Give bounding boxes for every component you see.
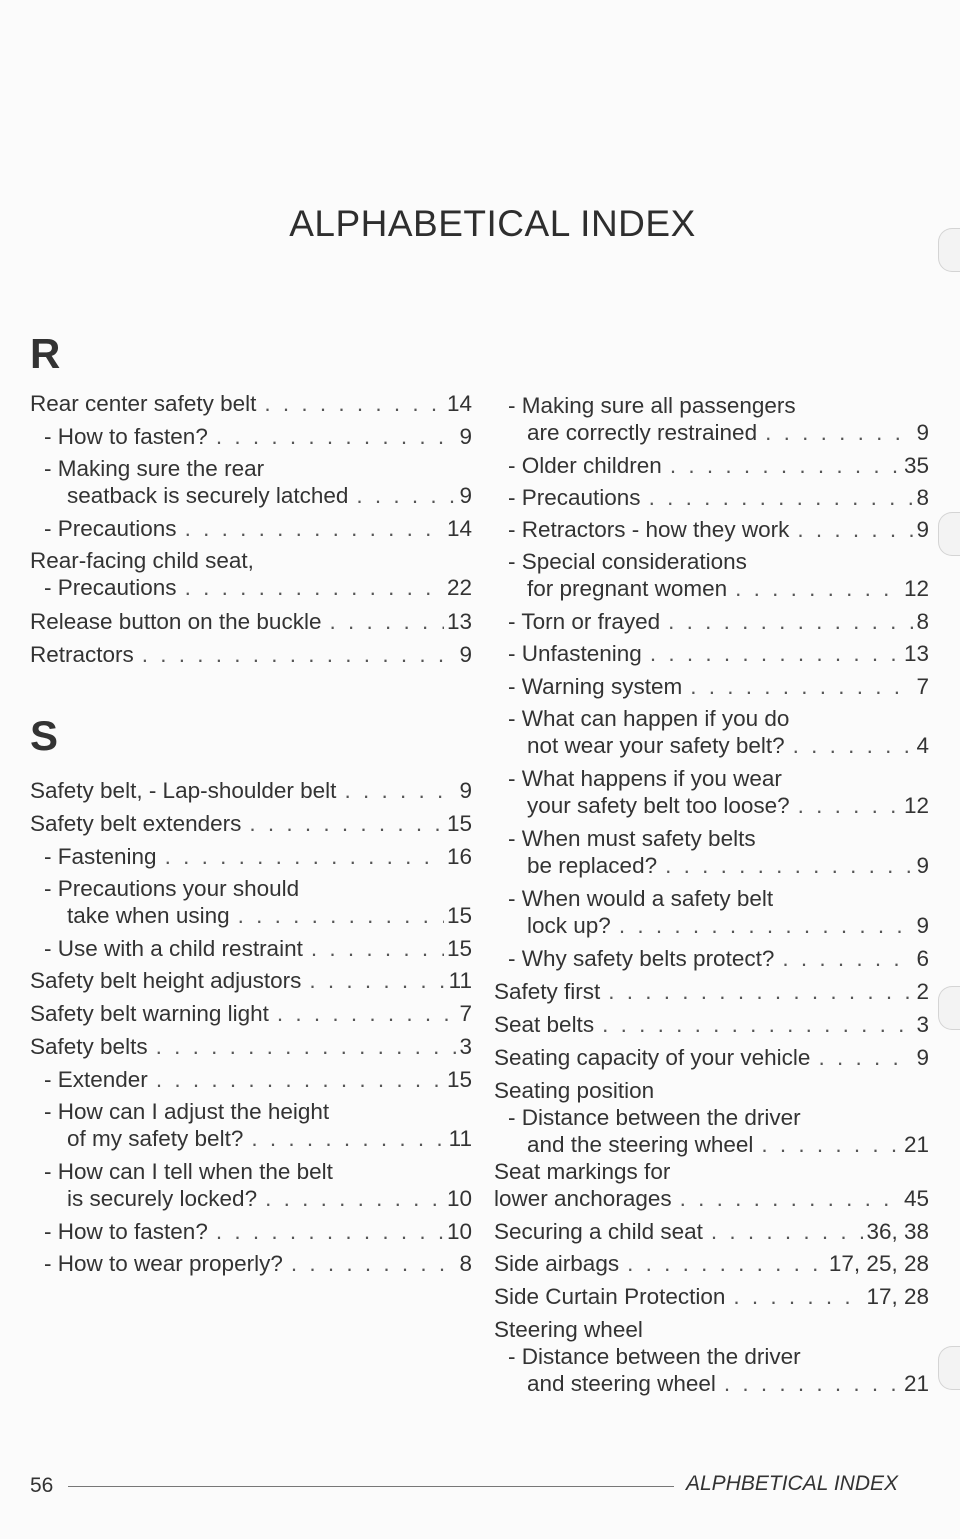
index-entry: Safety belt, - Lap-shoulder belt . . . 9	[30, 777, 472, 804]
index-entry: - Precautions . . . 14	[30, 515, 472, 542]
index-entry: Retractors . . . 9	[30, 641, 472, 668]
index-entry: Seat belts . . . 3	[494, 1011, 929, 1038]
index-entry: - Precautions your should take when using . . . 15	[30, 875, 472, 929]
section-letter-r: R	[30, 330, 61, 377]
index-entry: Steering wheel - Distance between the driver and steering wheel . . . 21	[494, 1316, 929, 1397]
index-entry: - What can happen if you do not wear your safety belt? . . . 4	[494, 705, 929, 759]
index-entry: - What happens if you wear your safety belt too loose? . . . 12	[494, 765, 929, 819]
index-entry: - How can I adjust the height of my safety belt? . . . 11	[30, 1098, 472, 1152]
section-letter-s: S	[30, 712, 59, 759]
index-entry: - Unfastening . . . 13	[494, 640, 929, 667]
index-entry: Rear center safety belt . . . 14	[30, 390, 472, 417]
index-entry: - When would a safety belt lock up? . . . 9	[494, 885, 929, 939]
index-entry: - Torn or frayed . . . 8	[494, 608, 929, 635]
index-entry: - Use with a child restraint . . . 15	[30, 935, 472, 962]
index-entry: Safety belt warning light . . . 7	[30, 1000, 472, 1027]
index-entry: - Older children . . . 35	[494, 452, 929, 479]
index-entry: - How can I tell when the belt is securely locked? . . . 10	[30, 1158, 472, 1212]
index-entry: - How to wear properly? . . . 8	[30, 1250, 472, 1277]
page-number: 56	[30, 1474, 54, 1497]
index-entry: Side Curtain Protection . . . 17, 28	[494, 1283, 929, 1310]
index-entry: - Precautions . . . 8	[494, 484, 929, 511]
index-entry: Rear-facing child seat, - Precautions . . . 22	[30, 547, 472, 601]
index-entry: Safety first . . . 2	[494, 978, 929, 1005]
binder-hole-mark	[938, 1346, 960, 1390]
footer-divider	[68, 1486, 674, 1487]
index-entry: - Fastening . . . 16	[30, 843, 472, 870]
binder-hole-mark	[938, 512, 960, 556]
index-entry: - How to fasten? . . . 9	[30, 423, 472, 450]
index-entry: - Warning system . . . 7	[494, 673, 929, 700]
index-entry: Seat markings for lower anchorages . . . 45	[494, 1158, 929, 1212]
binder-hole-mark	[938, 986, 960, 1030]
index-entry: Seating position - Distance between the driver and the steering wheel . . . 21	[494, 1077, 929, 1158]
index-entry: - Making sure all passengers are correctly restrained . . . 9	[494, 392, 929, 446]
index-entry: - Why safety belts protect? . . . 6	[494, 945, 929, 972]
index-entry: Securing a child seat . . . 36, 38	[494, 1218, 929, 1245]
index-entry: - When must safety belts be replaced? . . . 9	[494, 825, 929, 879]
index-entry: Safety belt height adjustors . . . 11	[30, 967, 472, 994]
index-entry: Release button on the buckle . . . 13	[30, 608, 472, 635]
index-entry: - Making sure the rear seatback is securely latched . . . 9	[30, 455, 472, 509]
binder-hole-mark	[938, 228, 960, 272]
index-entry: - How to fasten? . . . 10	[30, 1218, 472, 1245]
index-entry: Safety belts . . . 3	[30, 1033, 472, 1060]
footer-title: ALPHBETICAL INDEX	[686, 1472, 899, 1495]
index-entry: - Special considerations for pregnant women . . . 12	[494, 548, 929, 602]
index-entry: Side airbags . . . 17, 25, 28	[494, 1250, 929, 1277]
page-title: ALPHABETICAL INDEX	[289, 203, 696, 244]
index-entry: - Retractors - how they work . . . 9	[494, 516, 929, 543]
index-entry: Safety belt extenders . . . 15	[30, 810, 472, 837]
index-entry: Seating capacity of your vehicle . . . 9	[494, 1044, 929, 1071]
index-entry: - Extender . . . 15	[30, 1066, 472, 1093]
